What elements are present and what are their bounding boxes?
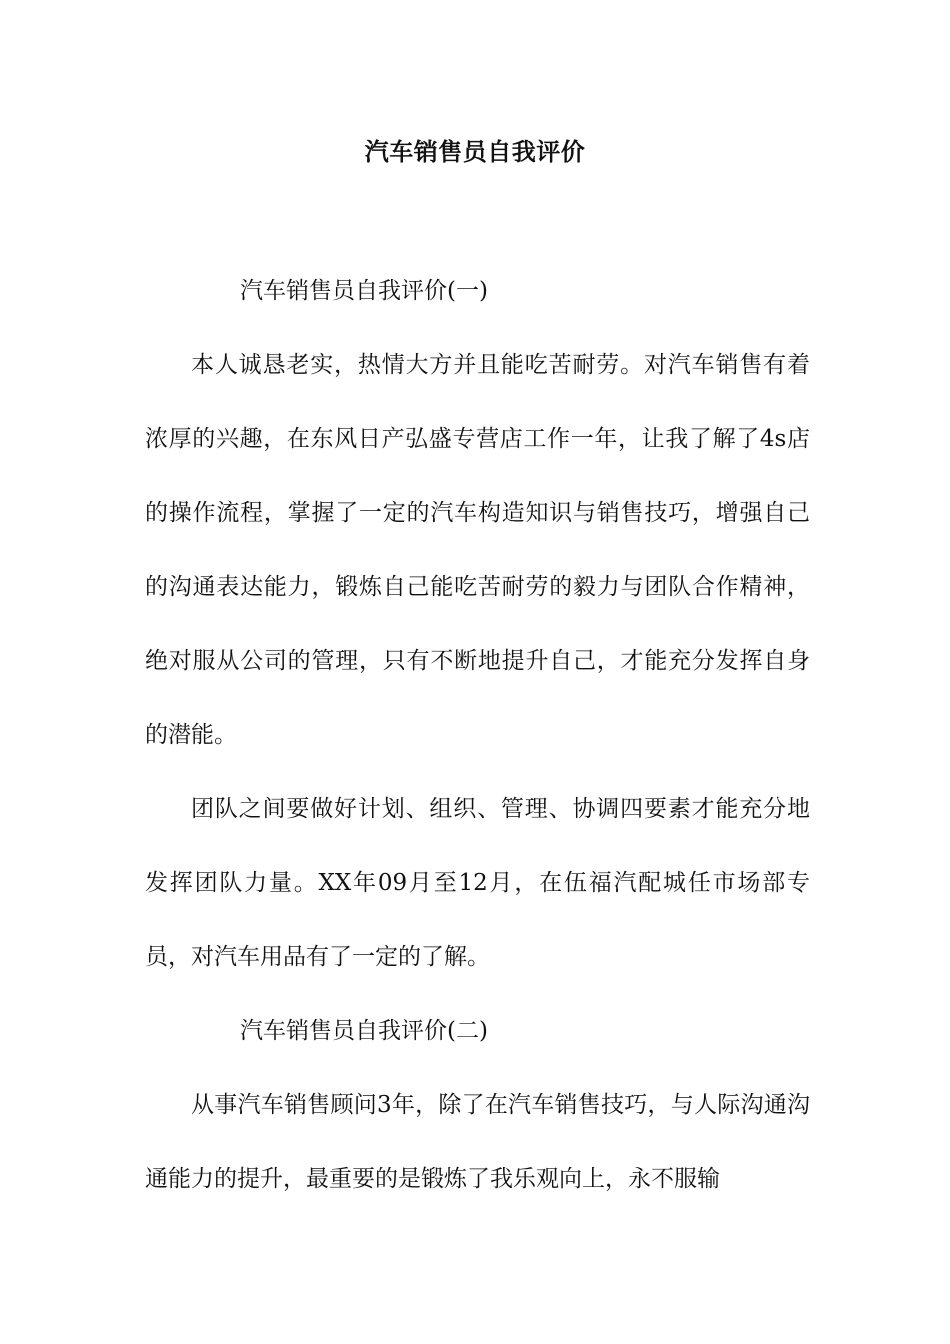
- paragraph-3: 从事汽车销售顾问3年，除了在汽车销售技巧，与人际沟通沟通能力的提升，最重要的是锻炼了我乐观向上，永不服输: [145, 1092, 810, 1192]
- document-body: [145, 254, 810, 1216]
- paragraph-1: 本人诚恳老实，热情大方并且能吃苦耐劳。对汽车销售有着浓厚的兴趣，在东风日产弘盛专营店工作一年，让我了解了4s店的操作流程，掌握了一定的汽车构造知识与销售技巧，增强自己的沟通表达能力，锻炼自己能吃苦耐劳的毅力与团队合作精神，绝对服从公司的管理，只有不断地提升自己，才能充分发挥自身的潜能。: [145, 352, 810, 748]
- document-title: 汽车销售员自我评价: [364, 137, 586, 166]
- paragraph-2: 团队之间要做好计划、组织、管理、协调四要素才能充分地发挥团队力量。XX年09月至12月，在伍福汽配城任市场部专员，对汽车用品有了一定的了解。: [145, 796, 810, 970]
- section-heading-2: 汽车销售员自我评价(二): [240, 1018, 488, 1044]
- section-heading-1: 汽车销售员自我评价(一): [240, 278, 488, 304]
